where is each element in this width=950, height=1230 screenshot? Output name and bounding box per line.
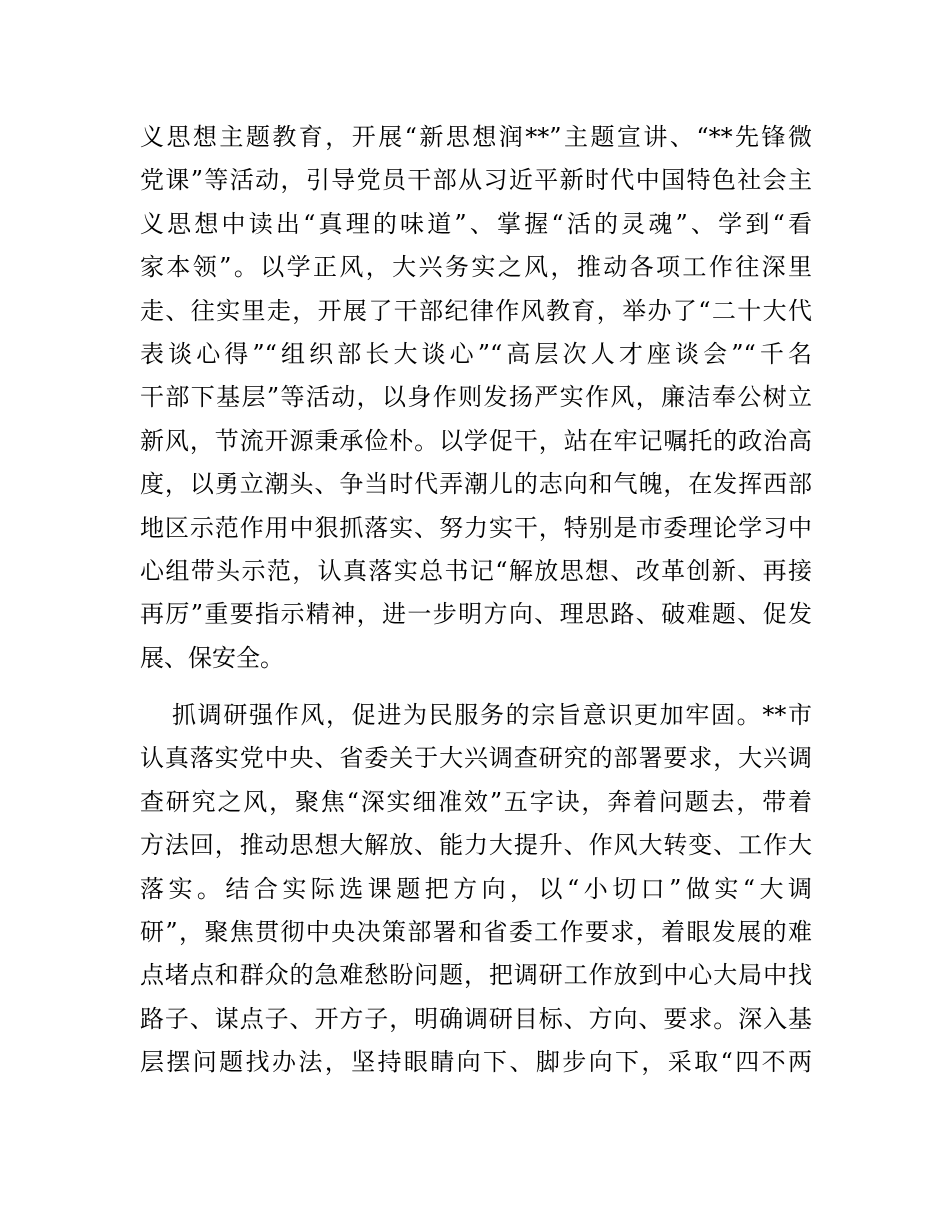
text-line: 党课”等活动，引导党员干部从习近平新时代中国特色社会主 [140, 166, 812, 195]
text-line: 方法回，推动思想大解放、能力大提升、作风大转变、工作大 [140, 831, 812, 860]
paragraph-2 [140, 694, 812, 1085]
text-line: 展、保安全。 [140, 643, 284, 672]
text-line: 路子、谋点子、开方子，明确调研目标、方向、要求。深入基 [140, 1004, 812, 1033]
text-line: 义思想主题教育，开展“新思想润**”主题宣讲、“**先锋微 [140, 123, 812, 151]
text-line: 认真落实党中央、省委关于大兴调查研究的部署要求，大兴调 [140, 744, 812, 773]
text-line: 研”，聚焦贯彻中央决策部署和省委工作要求，着眼发展的难 [140, 918, 812, 947]
text-line: 点堵点和群众的急难愁盼问题，把调研工作放到中心大局中找 [140, 961, 812, 990]
text-line: 度，以勇立潮头、争当时代弄潮儿的志向和气魄，在发挥西部 [140, 470, 812, 499]
text-line: 家本领”。以学正风，大兴务实之风，推动各项工作往深里 [140, 253, 812, 282]
paragraph-gap [140, 680, 812, 694]
text-line: 落实。结合实际选课题把方向，以“小切口”做实“大调 [140, 874, 812, 903]
text-line: 义思想中读出“真理的味道”、掌握“活的灵魂”、学到“看 [140, 209, 812, 238]
text-line: 查研究之风，聚焦“深实细准效”五字诀，奔着问题去，带着 [140, 787, 812, 816]
text-line: 心组带头示范，认真落实总书记“解放思想、改革创新、再接 [140, 556, 812, 585]
text-line: 干部下基层”等活动，以身作则发扬严实作风，廉洁奉公树立 [140, 383, 812, 412]
text-line: 表谈心得”“组织部长大谈心”“高层次人才座谈会”“千名 [140, 339, 812, 368]
text-line: 新风，节流开源秉承俭朴。以学促干，站在牢记嘱托的政治高 [140, 426, 812, 455]
text-line: 层摆问题找办法，坚持眼睛向下、脚步向下，采取“四不两 [140, 1048, 812, 1077]
text-line: 地区示范作用中狠抓落实、努力实干，特别是市委理论学习中 [140, 513, 812, 542]
paragraph-1 [140, 116, 812, 680]
text-line: 抓调研强作风，促进为民服务的宗旨意识更加牢固。**市 [172, 701, 812, 730]
text-line: 再厉”重要指示精神，进一步明方向、理思路、破难题、促发 [140, 600, 812, 629]
document-body [140, 116, 812, 1085]
text-line: 走、往实里走，开展了干部纪律作风教育，举办了“二十大代 [140, 296, 812, 325]
